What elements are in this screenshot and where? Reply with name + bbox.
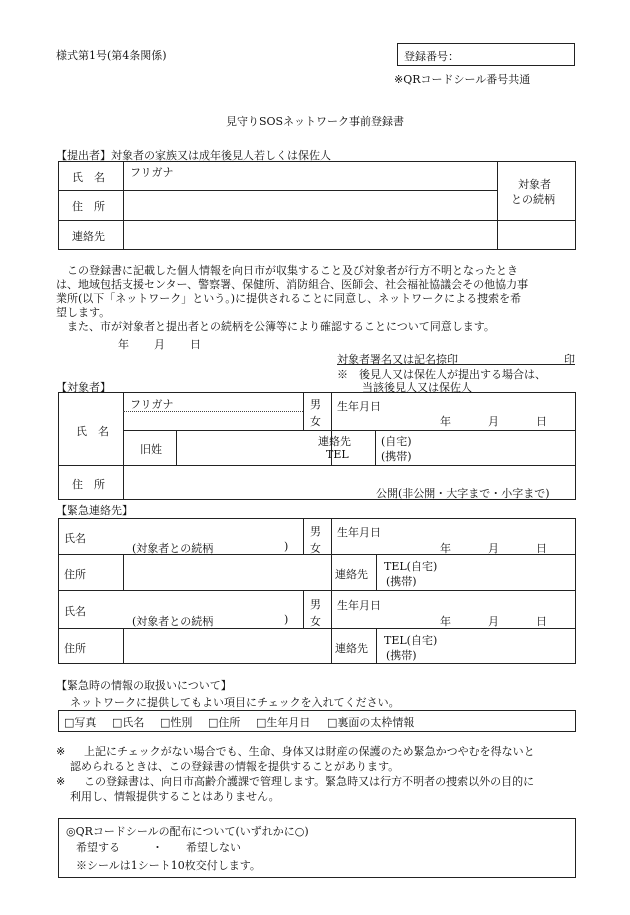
subject-female[interactable]: 女: [310, 415, 321, 428]
qr-not-want-option[interactable]: 希望しない: [186, 841, 241, 854]
emergency-1-birth-month: 月: [488, 542, 499, 555]
emergency-2-male[interactable]: 男: [310, 598, 321, 611]
option-back-info[interactable]: □裏面の太枠情報: [327, 716, 415, 729]
emergency-1-birth-day: 日: [536, 542, 547, 555]
subject-name-label: 氏 名: [76, 425, 109, 438]
subject-contact-label: 連絡先: [318, 435, 351, 448]
signature-note-1: ※ 後見人又は保佐人が提出する場合は、: [337, 368, 546, 381]
consent-line-5: また、市が対象者と提出者との続柄を公簿等により確認することについて同意します。: [56, 320, 495, 333]
emergency-2-birth-day: 日: [536, 615, 547, 628]
note-2-line-1: この登録書は、向日市高齢介護課で管理します。緊急時又は行方不明者の捜索以外の目的に: [84, 775, 535, 788]
submitter-heading: 【提出者】対象者の家族又は成年後見人若しくは保佐人: [56, 149, 331, 162]
handling-heading: 【緊急時の情報の取扱いについて】: [56, 679, 232, 692]
option-birthdate[interactable]: □生年月日: [256, 716, 311, 729]
emergency-2-relation[interactable]: (対象者との続柄: [132, 615, 214, 628]
subject-heading: 【対象者】: [56, 381, 111, 394]
emergency-2-name-label: 氏名: [64, 605, 86, 618]
emergency-1-female[interactable]: 女: [310, 542, 321, 555]
option-photo[interactable]: □写真: [64, 716, 97, 729]
emergency-2-contact-label: 連絡先: [335, 642, 368, 655]
submitter-contact-label: 連絡先: [72, 230, 105, 243]
subject-address-label: 住 所: [72, 478, 105, 491]
subject-birth-label: 生年月日: [337, 400, 381, 413]
emergency-2-address-label: 住所: [64, 642, 86, 655]
seal-mark: 印: [564, 353, 575, 366]
emergency-1-name-label: 氏名: [64, 532, 86, 545]
consent-line-1: この登録書に記載した個人情報を向日市が収集すること及び対象者が行方不明となったとき: [56, 264, 518, 277]
qr-distribution-line: ◎QRコードシールの配布について(いずれかに○): [66, 825, 309, 838]
emergency-1-relation[interactable]: (対象者との続柄: [132, 542, 214, 555]
consent-line-4: 望します。: [56, 306, 111, 319]
date-day: 日: [190, 338, 201, 351]
emergency-1-contact-label: 連絡先: [335, 568, 368, 581]
emergency-1-male[interactable]: 男: [310, 525, 321, 538]
submitter-name-label: 氏 名: [72, 171, 105, 184]
emergency-2-birth-label: 生年月日: [337, 599, 381, 612]
emergency-heading: 【緊急連絡先】: [56, 504, 133, 517]
emergency-2-relation-close: ): [284, 613, 289, 626]
subject-tel-label: TEL: [326, 448, 349, 461]
qr-note: ※QRコードシール番号共通: [394, 73, 531, 86]
note-1-line-1: 上記にチェックがない場合でも、生命、身体又は財産の保護のため緊急かつやむを得ないと: [84, 745, 535, 758]
subject-former-name-label: 旧姓: [140, 443, 162, 456]
subject-publicity[interactable]: 公開(非公開・大字まで・小字まで): [376, 487, 550, 500]
subject-birth-year: 年: [440, 415, 451, 428]
emergency-2-birth-month: 月: [488, 615, 499, 628]
date-month: 月: [154, 338, 165, 351]
option-gender[interactable]: □性別: [160, 716, 193, 729]
handling-instruction: ネットワークに提供してもよい項目にチェックを入れてください。: [70, 696, 400, 709]
relation-label-2: との続柄: [511, 193, 555, 206]
registration-number-label: 登録番号：: [404, 50, 459, 63]
consent-line-3: 業所(以下「ネットワーク」という。)に提供されることに同意し、ネットワークによる捜索を希: [56, 292, 522, 305]
subject-birth-day: 日: [536, 415, 547, 428]
signature-line[interactable]: [337, 364, 575, 365]
form-number: 様式第1号(第4条関係): [56, 49, 167, 62]
signature-note-2: 当該後見人又は保佐人: [362, 381, 472, 394]
emergency-1-address-label: 住所: [64, 568, 86, 581]
emergency-1-birth-label: 生年月日: [337, 526, 381, 539]
submitter-address-field[interactable]: [124, 191, 496, 219]
emergency-2-tel-home[interactable]: TEL(自宅): [384, 634, 438, 647]
subject-male[interactable]: 男: [310, 398, 321, 411]
subject-name-field[interactable]: [124, 412, 302, 429]
emergency-1-address-field[interactable]: [124, 555, 330, 589]
option-address[interactable]: □住所: [208, 716, 241, 729]
submitter-name-field[interactable]: [124, 162, 496, 189]
subject-birth-month: 月: [488, 415, 499, 428]
relation-label-1: 対象者: [518, 178, 551, 191]
emergency-2-birth-year: 年: [440, 615, 451, 628]
option-name[interactable]: □氏名: [112, 716, 145, 729]
note-2-mark: ※: [56, 775, 66, 788]
consent-line-2: は、地域包括支援センター、警察署、保健所、消防組合、医師会、社会福祉協議会その他協力事: [56, 278, 529, 291]
subject-mobile-phone[interactable]: (携帯): [381, 450, 412, 463]
emergency-1-relation-close: ): [284, 540, 289, 553]
emergency-2-address-field[interactable]: [124, 629, 330, 663]
emergency-2-mobile[interactable]: (携帯): [386, 649, 417, 662]
signature-label: 対象者署名又は記名捺印: [337, 353, 458, 366]
date-year: 年: [118, 338, 129, 351]
qr-sticker-note: ※シールは1シート10枚交付します。: [76, 859, 261, 872]
emergency-1-mobile[interactable]: (携帯): [386, 575, 417, 588]
note-2-line-2: 利用し、情報提供することはありません。: [70, 790, 280, 803]
subject-home-phone[interactable]: (自宅): [381, 435, 412, 448]
submitter-furigana-label: フリガナ: [130, 166, 174, 179]
registration-number-box[interactable]: [397, 43, 575, 66]
emergency-2-female[interactable]: 女: [310, 615, 321, 628]
qr-separator: ・: [152, 841, 163, 854]
subject-former-name-field[interactable]: [177, 431, 330, 464]
note-1-line-2: 認められるときは、この登録書の情報を提供することがあります。: [70, 760, 400, 773]
page-title: 見守りSOSネットワーク事前登録書: [225, 115, 405, 128]
submitter-contact-field[interactable]: [124, 221, 576, 249]
emergency-1-tel-home[interactable]: TEL(自宅): [384, 560, 438, 573]
note-1-mark: ※: [56, 745, 66, 758]
submitter-address-label: 住 所: [72, 200, 105, 213]
subject-furigana-label: フリガナ: [130, 398, 174, 411]
qr-want-option[interactable]: 希望する: [76, 841, 120, 854]
emergency-1-birth-year: 年: [440, 542, 451, 555]
